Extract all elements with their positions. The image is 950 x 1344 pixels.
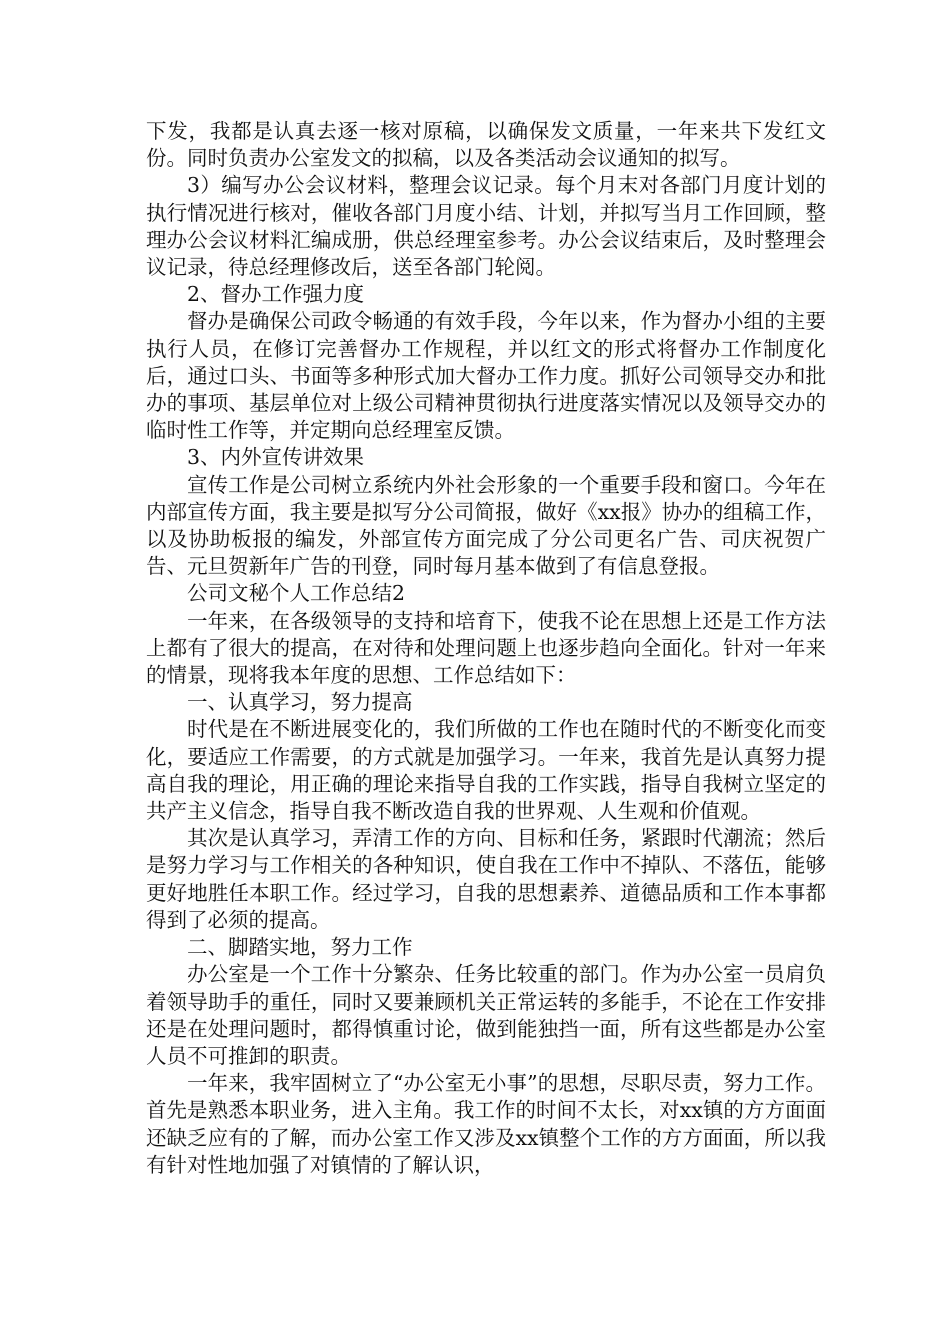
paragraph-supervision: 督办是确保公司政令畅通的有效手段，今年以来，作为督办小组的主要执行人员，在修订完善督办工作规程，并以红文的形式将督办工作制度化后，通过口头、书面等多种形式加大督办工作力度。抓好公司领导交办和批办的事项、基层单位对上级公司精神贯彻执行进度落实情况以及领导交办的临时性工作等，并定期向总经理室反馈。 [146, 309, 826, 443]
paragraph-study-2: 其次是认真学习，弄清工作的方向、目标和任务，紧跟时代潮流；然后是努力学习与工作相关的各种知识，使自我在工作中不掉队、不落伍，能够更好地胜任本职工作。经过学习，自我的思想素养、道德品质和工作本事都得到了必须的提高。 [146, 826, 826, 932]
section-heading-work: 二、脚踏实地，努力工作 [187, 935, 413, 960]
paragraph-continuation: 下发，我都是认真去逐一核对原稿，以确保发文质量，一年来共下发红文份。同时负责办公室发文的拟稿，以及各类活动会议通知的拟写。 [146, 119, 826, 171]
section-heading-study: 一、认真学习，努力提高 [187, 690, 413, 715]
document-body [146, 118, 826, 1179]
paragraph-meeting-materials: 3）编写办公会议材料，整理会议记录。每个月末对各部门月度计划的执行情况进行核对，催收各部门月度小结、计划，并拟写当月工作回顾，整理办公会议材料汇编成册，供总经理室参考。办公会议结束后，及时整理会议记录，待总经理修改后，送至各部门轮阅。 [146, 173, 826, 280]
paragraph-year-review: 一年来，我牢固树立了“办公室无小事”的思想，尽职尽责，努力工作。首先是熟悉本职业务，进入主角。我工作的时间不太长，对xx镇的方方面面还缺乏应有的了解，而办公室工作又涉及xx镇整个工作的方方面面，所以我有针对性地加强了对镇情的了解认识， [146, 1071, 826, 1177]
paragraph-intro: 一年来，在各级领导的支持和培育下，使我不论在思想上还是工作方法上都有了很大的提高，在对待和处理问题上也逐步趋向全面化。针对一年来的情景，现将我本年度的思想、工作总结如下： [146, 608, 826, 688]
paragraph-study-1: 时代是在不断进展变化的，我们所做的工作也在随时代的不断变化而变化，要适应工作需要，的方式就是加强学习。一年来，我首先是认真努力提高自我的理论，用正确的理论来指导自我的工作实践，指导自我树立坚定的共产主义信念，指导自我不断改造自我的世界观、人生观和价值观。 [146, 717, 826, 824]
section-heading-supervision: 2、督办工作强力度 [187, 282, 365, 307]
section-heading-publicity: 3、内外宣传讲效果 [187, 445, 365, 470]
paragraph-publicity: 宣传工作是公司树立系统内外社会形象的一个重要手段和窗口。今年在内部宣传方面，我主要是拟写分公司简报，做好《xx报》协办的组稿工作，以及协助板报的编发，外部宣传方面完成了分公司更名广告、司庆祝贺广告、元旦贺新年广告的刊登，同时每月基本做到了有信息登报。 [146, 472, 826, 579]
document-title-summary-2: 公司文秘个人工作总结2 [187, 581, 406, 606]
paragraph-office: 办公室是一个工作十分繁杂、任务比较重的部门。作为办公室一员肩负着领导助手的重任，同时又要兼顾机关正常运转的多能手，不论在工作安排还是在处理问题时，都得慎重讨论，做到能独挡一面，所有这些都是办公室人员不可推卸的职责。 [146, 962, 826, 1068]
